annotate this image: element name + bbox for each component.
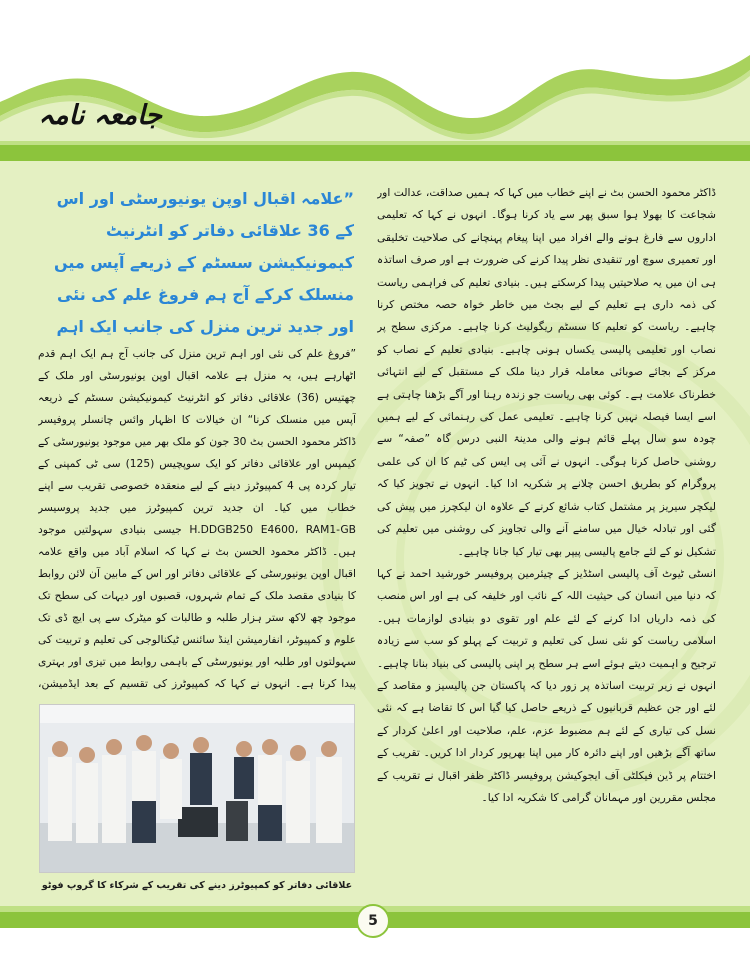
- photo-caption: علاقائی دفاتر کو کمپیوٹرز دینے کی تقریب کے شرکاء کا گروپ فوٹو: [41, 880, 353, 891]
- group-photo: [39, 704, 355, 873]
- right-column-paragraph-1: ڈاکٹر محمود الحسن بٹ نے اپنے خطاب میں کہا کہ ہمیں صداقت، عدالت اور شجاعت کا بھولا ہوا سبق پھر سے یاد کرنا ہوگا۔ انہوں نے کہا کہ تعلیمی اداروں سے فارغ ہونے والے افراد میں اپنا پیغام پہنچانے کی صلاحیت تخلیقی اور تعمیری سوچ اور تنقیدی نظر پیدا کرنے کی ضرورت ہے اور صرف اساتذہ ہی ان میں یہ صلاحیتیں پیدا کرسکتے ہیں۔ بنیادی تعلیم کی فراہمی ریاست کی ذمہ داری ہے تعلیم کے لیے بجٹ میں خاطر خواہ حصہ مختص کرنا چاہیے۔ ریاست کو تعلیم کا سسٹم ریگولیٹ کرنا چاہیے۔ مرکزی سطح پر نصاب اور تعلیمی پالیسی یکساں ہونی چاہیے۔ بنیادی تعلیم کے نصاب کو مرکز کے بجائے صوبائی معاملہ قرار دینا ملک کے مستقبل کے لیے انتہائی خطرناک علامت ہے۔ کوئی بھی ریاست جو زندہ رہنا اور آگے بڑھنا چاہتی ہے اسے ایسا فیصلہ نہیں کرنا چاہیے۔ تعلیمی عمل کی رہنمائی کے لیے ہمیں چودہ سو سال پہلے قائم ہونے والی مدینۃ النبی درس گاہ ”صفہ“ سے روشنی حاصل کرنا ہوگی۔ انہوں نے آئی پی ایس کی ٹیم کا ان کی علمی پروگرام کو بطریق احسن چلانے پر شکریہ ادا کیا۔ انہوں نے تجویز کیا کہ لیکچر سیریز پر مشتمل کتاب شائع کرنے کے علاوہ ان لیکچرز میں پیش کی گئی اور تبادلہ خیال میں سامنے آنے والی تجاویز کی روشنی میں تعلیم کی تشکیل نو کے لئے جامع پالیسی پیپر بھی تیار کیا جانا چاہیے۔: [377, 186, 716, 558]
- computer-case: [226, 801, 248, 841]
- right-column-text: [377, 182, 716, 832]
- computer-monitor: [178, 807, 218, 837]
- right-column-paragraph-2: انسٹی ٹیوٹ آف پالیسی اسٹڈیز کے چیئرمین پروفیسر خورشید احمد نے کہا کہ دنیا میں انسان کی حیثیت اللہ کے نائب اور خلیفہ کی ہے اور اس منصب کی ذمہ داریاں ادا کرنے کے لئے علم اور تقوی دو بنیادی لوازمات ہیں۔ اسلامی ریاست کو نئی نسل کی تعلیم و تربیت کے پہلو کو سب سے زیادہ ترجیح و اہمیت دیتے ہوئے اسے ہر سطح پر اپنی پالیسی کی بنیاد بنانا چاہیے۔ انہوں نے زیر تربیت اساتذہ پر زور دیا کہ پاکستان جن پالیسیز و مقاصد کے لئے اور جن عظیم قربانیوں کے ذریعے حاصل کیا گیا اس کا تقاضا ہے کہ نئی نسل کی تیاری کے لئے ہم مضبوط عزم، علم، صلاحیت اور اعلیٰ کردار کے ساتھ آگے بڑھیں اور اپنے دائرہ کار میں اپنا بھرپور کردار ادا کریں۔ تقریب کے اختتام پر ڈین فیکلٹی آف ایجوکیشن پروفیسر ڈاکٹر ظفر اقبال نے تقریب کے مجلس مقررین اور مہمانان گرامی کا شکریہ ادا کیا۔: [377, 566, 716, 804]
- header-stripe: [0, 145, 750, 161]
- article-headline: ”علامہ اقبال اوپن یونیورسٹی اور اس کے 36 علاقائی دفاتر کو انٹرنیٹ کیمونیکیشن سسٹم کے ذریعے آپس میں منسلک کرکے آج ہم فروغ علم کی نئی اور جدید ترین منزل کی جانب ایک اہم: [53, 189, 354, 336]
- masthead-title: جامعہ نامہ: [38, 100, 162, 131]
- page-number: 5: [356, 904, 390, 938]
- left-column-text: [38, 343, 356, 695]
- left-column-paragraph: ”فروغ علم کی نئی اور اہم ترین منزل کی جانب آج ہم ایک اہم قدم اٹھارہے ہیں، یہ منزل ہے علامہ اقبال اوپن یونیورسٹی اور ملک کے چھتیس (36) علاقائی دفاتر کو انٹرنیٹ کیمونیکیشن سسٹم کے ذریعہ آپس میں منسلک کرنا“ ان خیالات کا اظہار وائس چانسلر پروفیسر ڈاکٹر محمود الحسن بٹ 30 جون کو ملک بھر میں موجود یونیورسٹی کے کیمپس اور علاقائی دفاتر کو ایک سوپچیس (125) سی ٹی کمپنی کے تیار کردہ پی 4 کمپیوٹرز دینے کے لیے منعقدہ خصوصی تقریب سے اپنے خطاب میں کیا۔ ان جدید ترین کمپیوٹرز میں جدید پروسیسر H.DDGB250 E4600، RAM1-GB جیسی بنیادی سہولتیں موجود ہیں۔ ڈاکٹر محمود الحسن بٹ نے کہا کہ اسلام آباد میں واقع علامہ اقبال اوپن یونیورسٹی کے علاقائی دفاتر اور اس کے مابین آن لائن روابط کا بنیادی مقصد ملک کے تمام شہروں، قصبوں اور دیہات کی سطح تک موجود چھ لاکھ ستر ہزار طلبہ و طالبات کو میٹرک سے پی ایچ ڈی تک علوم و کمپیوٹر، انفارمیشن اینڈ سائنس ٹیکنالوجی کی تعلیم و تربیت کی سہولتوں اور طلبہ اور یونیورسٹی کے باہمی روابط میں تیزی اور بہتری پیدا کرنا ہے۔ انہوں نے کہا کہ کمپیوٹرز کی تقسیم کے بعد ایڈمیشن،: [38, 347, 356, 690]
- header-stripe-light: [0, 141, 750, 145]
